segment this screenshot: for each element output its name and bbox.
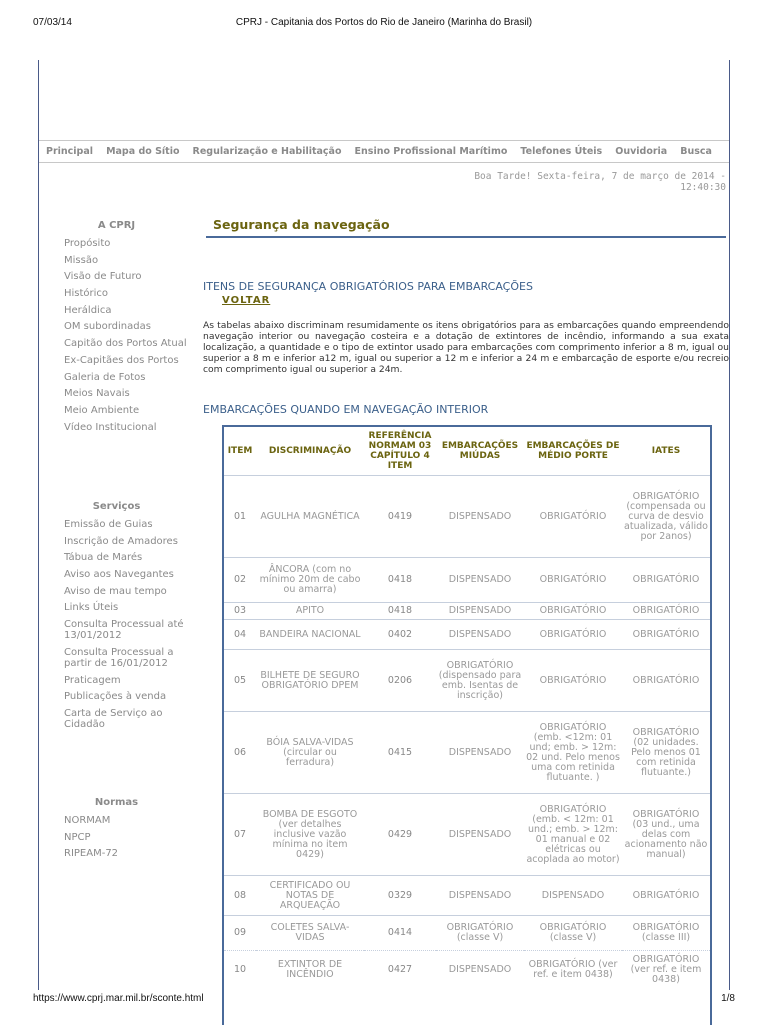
table-cell: OBRIGATÓRIO (classe V) (524, 915, 622, 950)
nav-ouvidoria[interactable]: Ouvidoria (615, 146, 668, 157)
table-cell: 03 (224, 602, 256, 619)
table-cell: OBRIGATÓRIO (emb. < 12m: 01 und.; emb. > 12m: 01 manual e 02 elétricas ou acoplada ao motor) (524, 793, 622, 875)
sidebar-servicos (64, 501, 214, 736)
table-cell: OBRIGATÓRIO (524, 649, 622, 711)
table-cell: 07 (224, 793, 256, 875)
column-header: IATES (651, 446, 681, 456)
table-cell: 0414 (364, 915, 436, 950)
sidebar-item[interactable]: Histórico (64, 288, 109, 300)
sidebar-item[interactable]: OM subordinadas (64, 321, 151, 333)
table-cell: 08 (224, 875, 256, 915)
top-navigation (39, 140, 729, 163)
sidebar-item[interactable]: Heráldica (64, 304, 112, 316)
nav-mapa-do-sitio[interactable]: Mapa do Sítio (106, 146, 180, 157)
print-page-title: CPRJ - Capitania dos Portos do Rio de Janeiro (Marinha do Brasil) (235, 17, 533, 28)
table-cell: 0427 (364, 950, 436, 988)
sidebar-servicos-title: Serviços (92, 501, 141, 512)
table-cell: 0418 (364, 602, 436, 619)
sidebar-item[interactable]: Inscrição de Amadores (64, 535, 178, 547)
nav-regularizacao[interactable]: Regularização e Habilitação (192, 146, 342, 157)
sidebar-item[interactable]: Ex-Capitães dos Portos (64, 354, 179, 366)
print-url: https://www.cprj.mar.mil.br/sconte.html (33, 993, 204, 1004)
sidebar-item[interactable]: Consulta Processual a partir de 16/01/2012 (64, 646, 174, 669)
sidebar-item[interactable]: Aviso de mau tempo (64, 585, 167, 597)
sidebar-item[interactable]: Carta de Serviço ao Cidadão (64, 707, 163, 730)
table-row (224, 793, 710, 875)
print-page-number: 1/8 (721, 993, 735, 1004)
table-header-row (224, 427, 710, 475)
table-cell: 0415 (364, 711, 436, 793)
table-cell: 0419 (364, 475, 436, 557)
table-cell: 06 (224, 711, 256, 793)
table-cell: DISPENSADO (436, 619, 524, 649)
frame-left-border (38, 60, 39, 990)
table-row (224, 619, 710, 649)
table-row (224, 475, 710, 557)
print-date: 07/03/14 (33, 17, 72, 28)
table-cell: OBRIGATÓRIO (ver ref. e item 0438) (524, 950, 622, 988)
items-table (224, 427, 710, 988)
table-cell: 01 (224, 475, 256, 557)
sidebar-normas (64, 797, 214, 865)
sidebar-item[interactable]: NORMAM (64, 815, 111, 826)
table-cell: 0418 (364, 557, 436, 602)
table-cell: DISPENSADO (524, 875, 622, 915)
table-row (224, 649, 710, 711)
table-cell: OBRIGATÓRIO (classe III) (622, 915, 710, 950)
table-row (224, 557, 710, 602)
table-cell: 0206 (364, 649, 436, 711)
table-row (224, 711, 710, 793)
table-cell: BILHETE DE SEGURO OBRIGATÓRIO DPEM (256, 649, 364, 711)
sidebar-item[interactable]: NPCP (64, 831, 91, 843)
table-cell: OBRIGATÓRIO (02 unidades. Pelo menos 01 com retinida flutuante.) (622, 711, 710, 793)
table-cell: DISPENSADO (436, 711, 524, 793)
table-cell: OBRIGATÓRIO (emb. <12m: 01 und; emb. > 12m: 02 und. Pelo menos uma com retinida flutuante. ) (524, 711, 622, 793)
table-cell: 04 (224, 619, 256, 649)
print-header (0, 17, 768, 31)
sidebar-item[interactable]: Meio Ambiente (64, 404, 140, 416)
table-cell: 10 (224, 950, 256, 988)
table-cell: 09 (224, 915, 256, 950)
sidebar-item[interactable]: Emissão de Guias (64, 519, 153, 530)
table-cell: DISPENSADO (436, 950, 524, 988)
table-cell: DISPENSADO (436, 875, 524, 915)
table-row (224, 602, 710, 619)
table-row (224, 875, 710, 915)
table-row (224, 950, 710, 988)
intro-paragraph: As tabelas abaixo discriminam resumidamente os itens obrigatórios para as embarcações quando empreendendo navegação interior ou navegação costeira e a dotação de extintores de incêndio, informando a sua exata localização, a quantidade e o tipo de extintor usado para embarcações com comprimento inferior a 8 m, igual ou superior a 8 m e inferior a12 m, igual ou superior a 12 m e inferior a 24 m e embarcação de esporte e/ou recreio com comprimento igual ou superior a 24m. (203, 320, 729, 375)
table-cell: BOMBA DE ESGOTO (ver detalhes inclusive vazão mínima no item 0429) (256, 793, 364, 875)
sidebar-item[interactable]: Propósito (64, 238, 111, 249)
nav-telefones[interactable]: Telefones Úteis (520, 146, 603, 157)
column-header: ITEM (227, 446, 253, 456)
table-cell: OBRIGATÓRIO (compensada ou curva de desvio atualizada, válido por 2anos) (622, 475, 710, 557)
sidebar-item[interactable]: Aviso aos Navegantes (64, 569, 174, 581)
table-cell: OBRIGATÓRIO (622, 649, 710, 711)
sidebar-item[interactable]: Visão de Futuro (64, 271, 142, 283)
nav-busca[interactable]: Busca (680, 146, 712, 157)
sidebar-item[interactable]: Missão (64, 254, 99, 266)
frame-right-border (729, 60, 730, 990)
sidebar-item[interactable]: RIPEAM-72 (64, 848, 119, 860)
table-cell: AGULHA MAGNÉTICA (256, 475, 364, 557)
table-cell: BANDEIRA NACIONAL (256, 619, 364, 649)
table-cell: OBRIGATÓRIO (524, 557, 622, 602)
table-cell: DISPENSADO (436, 602, 524, 619)
sidebar-item[interactable]: Consulta Processual até 13/01/2012 (64, 619, 184, 642)
table-cell: OBRIGATÓRIO (524, 475, 622, 557)
table-cell: BÓIA SALVA-VIDAS (circular ou ferradura) (256, 711, 364, 793)
table-cell: DISPENSADO (436, 475, 524, 557)
column-header: DISCRIMINAÇÃO (268, 446, 352, 456)
page-title: Segurança da navegação (213, 217, 390, 232)
sidebar-item[interactable]: Meios Navais (64, 388, 130, 400)
sidebar-item[interactable]: Publicações à venda (64, 691, 167, 703)
table-cell: OBRIGATÓRIO (03 und., uma delas com acionamento não manual) (622, 793, 710, 875)
table-cell: ÂNCORA (com no mínimo 20m de cabo ou amarra) (256, 557, 364, 602)
table-cell: 0402 (364, 619, 436, 649)
nav-principal[interactable]: Principal (46, 146, 94, 157)
table-cell: OBRIGATÓRIO (622, 875, 710, 915)
table-cell: OBRIGATÓRIO (622, 557, 710, 602)
nav-ensino[interactable]: Ensino Profissional Marítimo (354, 146, 508, 157)
table-cell: OBRIGATÓRIO (classe V) (436, 915, 524, 950)
table-cell: OBRIGATÓRIO (622, 602, 710, 619)
table-cell: 05 (224, 649, 256, 711)
column-header: EMBARCAÇÕES DE MÉDIO PORTE (526, 441, 620, 461)
table-row (224, 915, 710, 950)
table-cell: OBRIGATÓRIO (622, 619, 710, 649)
table-cell: APITO (256, 602, 364, 619)
table-cell: OBRIGATÓRIO (ver ref. e item 0438) (622, 950, 710, 988)
table-cell: OBRIGATÓRIO (524, 619, 622, 649)
greeting-datetime: Boa Tarde! Sexta-feira, 7 de março de 2014 - 12:40:30 (474, 171, 726, 193)
table-cell: CERTIFICADO OU NOTAS DE ARQUEAÇÃO (256, 875, 364, 915)
voltar-link[interactable]: VOLTAR (222, 295, 271, 306)
table-cell: OBRIGATÓRIO (524, 602, 622, 619)
section-title: ITENS DE SEGURANÇA OBRIGATÓRIOS PARA EMBARCAÇÕES (203, 280, 533, 293)
print-footer (0, 993, 768, 1007)
sidebar-item[interactable]: Praticagem (64, 674, 121, 686)
table-cell: 0329 (364, 875, 436, 915)
table-cell: DISPENSADO (436, 557, 524, 602)
table-cell: 0429 (364, 793, 436, 875)
sidebar-cprj-title: A CPRJ (97, 220, 136, 231)
table-cell: DISPENSADO (436, 793, 524, 875)
table-title: EMBARCAÇÕES QUANDO EM NAVEGAÇÃO INTERIOR (203, 403, 489, 416)
sidebar-cprj (64, 220, 214, 438)
sidebar-item[interactable]: Links Úteis (64, 602, 119, 614)
items-table-wrapper (222, 425, 712, 1025)
table-cell: EXTINTOR DE INCÊNDIO (256, 950, 364, 988)
sidebar-item[interactable]: Vídeo Institucional (64, 421, 157, 433)
column-header: EMBARCAÇÕES MIÚDAS (441, 441, 519, 461)
table-cell: 02 (224, 557, 256, 602)
title-divider (206, 236, 726, 238)
sidebar-normas-title: Normas (94, 797, 139, 808)
table-cell: OBRIGATÓRIO (dispensado para emb. Isentas de inscrição) (436, 649, 524, 711)
sidebar-item[interactable]: Capitão dos Portos Atual (64, 338, 187, 350)
sidebar-item[interactable]: Galeria de Fotos (64, 371, 146, 383)
column-header: REFERÊNCIA NORMAM 03 CAPÍTULO 4 ITEM (368, 431, 432, 471)
table-cell: COLETES SALVA-VIDAS (256, 915, 364, 950)
sidebar-item[interactable]: Tábua de Marés (64, 552, 143, 564)
